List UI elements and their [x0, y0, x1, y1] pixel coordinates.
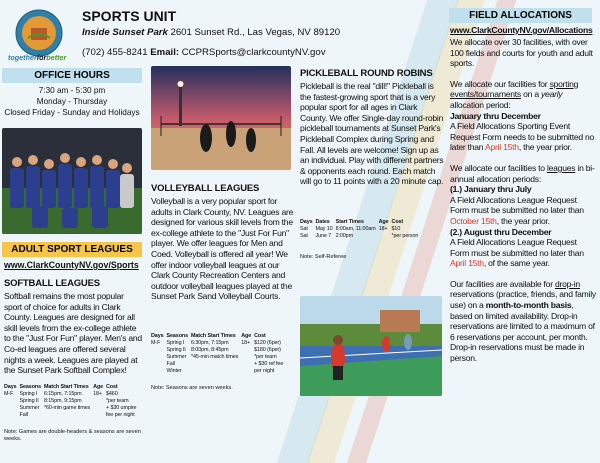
logo-tagline: togetherforbetter — [8, 53, 67, 62]
field-allocations-body — [450, 37, 596, 364]
pickleball-note: Note: Self-Referee — [300, 254, 347, 260]
volleyball-note: Note: Seasons are seven weeks. — [151, 385, 233, 391]
volleyball-body: Volleyball is a very popular sport for adults in Clark County, NV. Leagues are designed for various skill levels from the ex-college athlete to the "Just For Fun" player. We offer leagues for Men and Coed. Volleyball is offered all year! We offer indoor volleyball leagues at our Clark County Recreation Centers and outdoor volleyball leagues played at the Sunset Park Sand Volleyball Courts. — [151, 196, 294, 302]
phone-number: (702) 455-8241 — [82, 47, 148, 58]
office-hours-heading: OFFICE HOURS — [2, 68, 142, 83]
table-row: M-F Spring I 6:30pm, 7:15pm 18+ $120 (6per) — [151, 340, 281, 346]
volleyball-photo — [151, 66, 291, 170]
allocations-link[interactable]: www.ClarkCountyNV.gov/Allocations — [450, 25, 593, 35]
table-header-row: Days Seasons Match Start Times Age Cost — [4, 384, 118, 390]
leagues-link[interactable]: leagues — [546, 162, 576, 173]
table-row: Fall + $30 ref fee — [166, 361, 284, 367]
period1-heading: January thru December — [450, 110, 541, 121]
period1-text: A Field Allocations Sporting Event Request Form needs to be submitted no later than April 15th, the year prior. — [450, 121, 595, 153]
table-row: Spring II 8:00pm, 8:45pm $180 (6per) — [166, 347, 281, 353]
contact-line — [82, 47, 326, 58]
sporting-events-link[interactable]: sporting events/tournaments — [450, 78, 579, 100]
pickleball-schedule — [300, 219, 446, 240]
address-text: 2601 Sunset Rd., Las Vegas, NV 89120 — [170, 27, 341, 38]
period3-text: A Field Allocations League Request Form must be submitted no later than April 15th, of the same year. — [450, 237, 584, 269]
table-row: Summer *45-min match times *per team — [166, 354, 277, 360]
volleyball-schedule — [151, 333, 296, 375]
address-italic: Inside Sunset Park — [82, 27, 168, 38]
allocations-intro: We allocate over 30 facilities, with over 100 fields and courts for youth and adult sports. — [450, 37, 593, 69]
pickleball-body: Pickleball is the real "dill!" Pickleball is the fastest-growing sport that is a very popular sport for all ages in Clark County. We offer Single-day round-robin pickleball tournaments at Sunset Park's Pickleball Complex during Spring and Fall. All levels are welcome! Sign up as an individual. Play with different partners & opponents each round. Each match will go to 11 points with a 20 minute cap. — [300, 81, 444, 187]
office-hours-closed: Closed Friday - Sunday and Holidays — [4, 108, 140, 117]
volleyball-table — [151, 333, 286, 375]
period2-deadline: October 15th — [450, 215, 497, 226]
table-row: Summer *60-min game times + $30 umpire — [19, 405, 137, 411]
drop-in-link[interactable]: drop-in — [554, 278, 580, 289]
email-link[interactable]: CCPRSports@clarkcountyNV.gov — [181, 47, 326, 58]
table-row: Fall fee per night — [19, 412, 135, 418]
softball-team-photo — [2, 128, 142, 234]
pickleball-table — [300, 219, 421, 240]
office-hours-body — [2, 85, 142, 118]
adult-leagues-heading: ADULT SPORT LEAGUES — [2, 242, 142, 257]
table-row: Spring II 8:15pm, 9:15pm *per team — [19, 398, 129, 404]
page-title: SPORTS UNIT — [82, 8, 177, 24]
softball-note: Note: Games are double-headers & seasons are seven weeks. — [4, 429, 141, 442]
softball-body: Softball remains the most popular sport of choice for adults in Clark County. Leagues are designed for all skill levels from the ex-college athlete to the "Just For Fun" player. Men's and Co-ed leagues are offered several nights a week. Leagues are played at the Sunset Park Softball Complex! — [4, 291, 142, 376]
table-header-row: Days Seasons Match Start Times Age Cost — [151, 333, 266, 339]
office-hours-time: 7:30 am - 5:30 pm — [38, 86, 106, 95]
email-label: Email: — [150, 47, 180, 58]
period2-heading: (1.) January thru July — [450, 184, 532, 195]
period1-deadline: April 15th — [485, 142, 519, 153]
county-logo — [14, 8, 64, 58]
pickleball-photo — [300, 296, 442, 396]
softball-heading: SOFTBALL LEAGUES — [4, 278, 100, 289]
allocations-leagues-paragraph: We allocate our facilities to leagues in bi-annual allocation periods: — [450, 162, 595, 184]
sports-link[interactable]: www.ClarkCountyNV.gov/Sports — [4, 260, 139, 270]
address-line — [82, 27, 340, 38]
softball-table — [4, 384, 139, 419]
office-hours-days: Monday - Thursday — [36, 97, 108, 106]
table-header-row: Days Dates Start Times Age Cost — [300, 219, 404, 225]
table-row: Sat June 7 2:00pm *per person — [300, 233, 419, 239]
allocations-events-paragraph: We allocate our facilities for sporting events/tournaments on a yearly allocation period: — [450, 78, 579, 110]
softball-schedule — [4, 384, 149, 419]
drop-in-paragraph: Our facilities are available for drop-in reservations (practice, friends, and family use) on a month-to-month basis, based on limited availability. Drop-in reservations are limited to a maximum of 6 reservations per account, per month. Drop-in reservations must be made in person. — [450, 278, 596, 364]
table-row: Winter per night — [166, 368, 275, 374]
table-row: Sat May 10 8:00am, 11:00am 18+ $10 — [300, 226, 401, 232]
pickleball-heading: PICKLEBALL ROUND ROBINS — [300, 68, 433, 79]
volleyball-heading: VOLLEYBALL LEAGUES — [151, 183, 260, 194]
period3-deadline: April 15th — [450, 258, 484, 269]
period3-heading: (2.) August thru December — [450, 226, 552, 237]
period2-text: A Field Allocations League Request Form must be submitted no later than October 15th, the year prior. — [450, 194, 584, 226]
field-allocations-heading: FIELD ALLOCATIONS — [449, 8, 592, 23]
table-row: M-F Spring I 6:15pm, 7:15pm 18+ $460 — [4, 391, 118, 397]
